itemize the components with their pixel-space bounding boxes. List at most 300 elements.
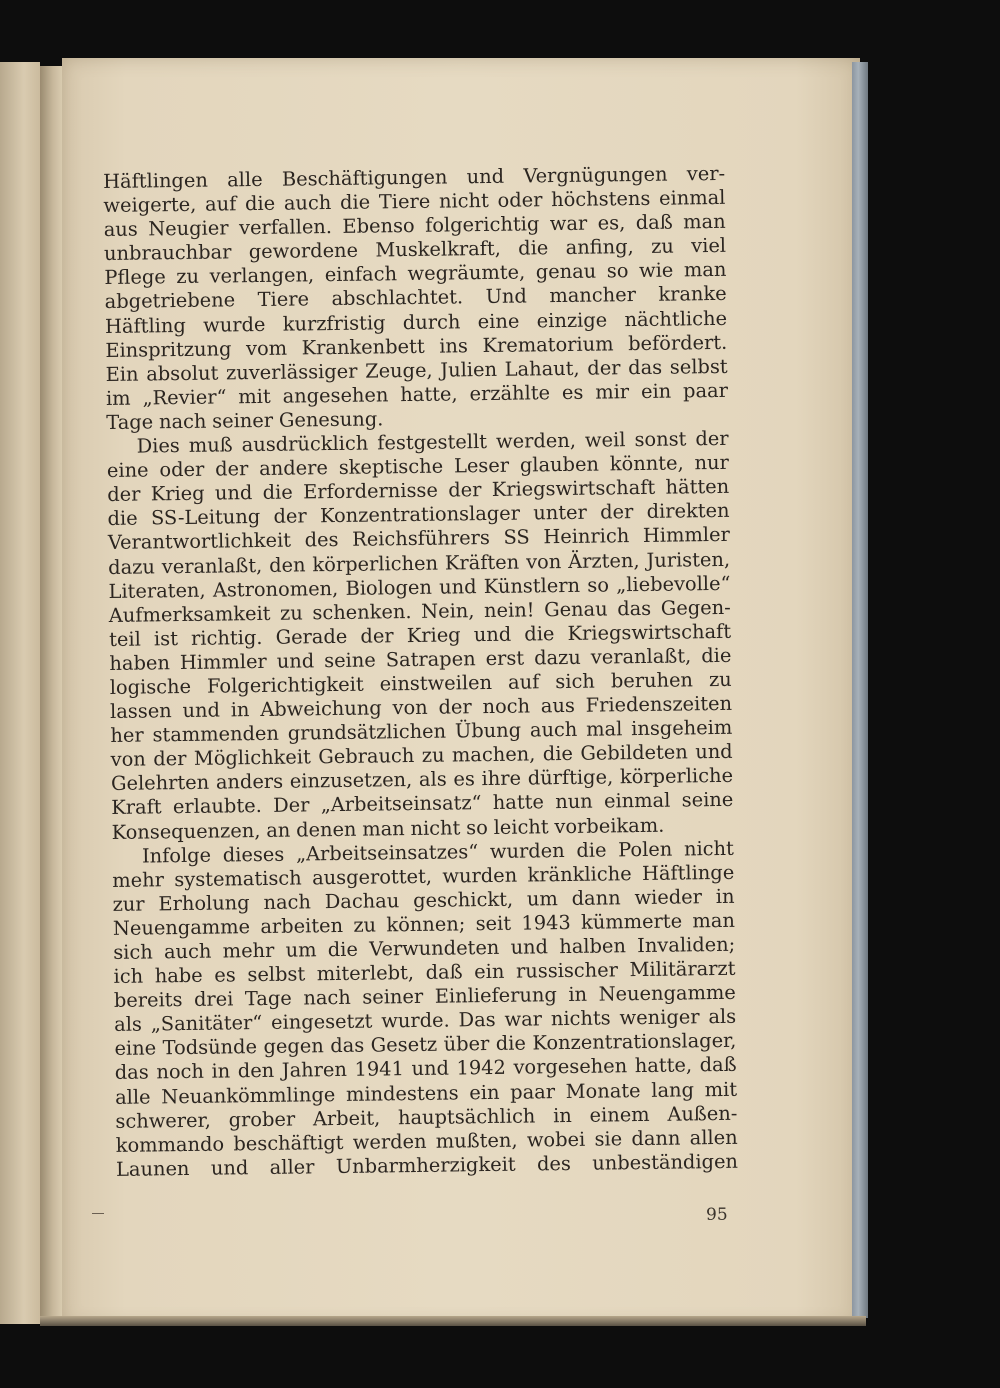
word: Reichsführers	[351, 526, 490, 552]
word: Krieg	[406, 623, 461, 647]
word: Häftling	[104, 313, 186, 338]
word: allen	[689, 1125, 738, 1150]
word: folgerichtig	[424, 212, 540, 237]
word: auch	[529, 717, 578, 742]
word: Aufmerksamkeit	[108, 601, 271, 627]
word: Satrapen	[385, 647, 476, 672]
word: „Sanitäter“	[150, 1011, 263, 1036]
word: Genesung.	[278, 407, 384, 432]
word: an	[266, 818, 291, 842]
word: Krematorium	[482, 331, 614, 357]
word: genau	[535, 259, 597, 284]
word: anders	[215, 770, 284, 794]
word: wurde.	[381, 1008, 450, 1033]
word: und	[276, 649, 315, 673]
word: teil	[108, 627, 141, 651]
word: unter	[533, 501, 587, 525]
word: Übung	[454, 718, 522, 743]
body-text	[103, 162, 738, 1182]
word: bereits	[113, 988, 183, 1013]
word: denen	[295, 817, 357, 842]
word: das	[628, 355, 663, 379]
word: um	[526, 886, 558, 911]
word: als	[418, 767, 447, 792]
word: man	[692, 908, 736, 933]
word: eingesetzt	[270, 1009, 373, 1035]
word: seine	[324, 648, 376, 673]
word: in	[230, 698, 250, 722]
word: erzählte	[469, 381, 551, 406]
word: Neuengamme	[598, 980, 736, 1006]
word: logische	[109, 674, 192, 699]
word: Leser	[453, 453, 510, 478]
word: Gebildeten	[580, 740, 688, 766]
word: einmal	[658, 185, 726, 210]
word: werden	[352, 1129, 427, 1154]
word: in	[211, 1059, 231, 1084]
word: einmal	[603, 789, 671, 813]
word: miterlebt,	[316, 961, 415, 986]
word: Astronomen,	[212, 576, 339, 602]
word: von	[392, 695, 428, 720]
word: 1942	[456, 1056, 507, 1080]
word: einzige	[536, 307, 608, 332]
word: ihre	[481, 766, 522, 791]
word: daß	[699, 1053, 737, 1077]
word: Konzentrationslager	[319, 501, 521, 528]
word: wieder	[634, 885, 703, 909]
word: der	[215, 457, 249, 481]
word: anfing,	[565, 235, 634, 260]
word: dazu	[108, 554, 156, 579]
left-page-edge	[0, 62, 40, 1324]
word: höchstens	[551, 186, 651, 212]
word: Gesetz	[370, 1033, 438, 1057]
word: kümmerte	[580, 909, 683, 934]
word: ist	[153, 626, 179, 651]
word: mit	[238, 384, 271, 409]
word: einem	[589, 1102, 650, 1127]
word: Tage	[244, 986, 292, 1011]
word: Ein	[105, 362, 139, 386]
word: nicht	[683, 836, 735, 861]
word: viel	[691, 234, 727, 258]
word: nächtliche	[624, 306, 728, 331]
word: war	[549, 211, 588, 236]
word: werden,	[495, 428, 577, 453]
word: „Arbeitseinsatz“	[320, 791, 482, 817]
word: der	[273, 504, 307, 529]
word: einzusetzen,	[289, 768, 413, 793]
word: die	[524, 621, 555, 646]
word: mancher	[549, 283, 637, 308]
word: wurden	[489, 838, 565, 863]
word: mir	[595, 379, 630, 404]
word: nach	[303, 986, 351, 1010]
word: Dachau	[324, 888, 400, 913]
word: der	[153, 747, 187, 771]
word: Todsünde	[162, 1035, 258, 1060]
word: der	[599, 500, 634, 524]
word: und	[411, 1057, 450, 1081]
word: Friedenszeiten	[585, 691, 733, 717]
word: und	[439, 574, 477, 599]
word: Kriegswirtschaft	[491, 476, 656, 502]
word: über	[443, 1032, 490, 1056]
word: Möglichkeit	[193, 745, 311, 771]
word: aller	[269, 1155, 315, 1179]
margin-mark	[92, 1213, 104, 1214]
page-stack-edge	[852, 62, 868, 1318]
word: abgetriebene	[104, 288, 236, 314]
word: nach	[263, 890, 312, 914]
word: muß	[188, 433, 233, 457]
word: erlaubte.	[172, 794, 262, 819]
word: ich	[113, 964, 144, 989]
word: Einspritzung	[105, 336, 232, 362]
word: Biologen	[345, 575, 433, 600]
word: skeptische	[338, 454, 444, 480]
word: Vergnügungen	[523, 162, 668, 188]
word: paar	[682, 378, 729, 403]
word: auch	[283, 191, 332, 215]
word: die	[518, 236, 549, 260]
word: können;	[386, 912, 466, 937]
word: körperlichen	[312, 551, 439, 576]
word: Ärzten,	[567, 548, 640, 573]
word: Heinrich	[543, 524, 630, 549]
word: der	[695, 426, 729, 451]
word: oder	[159, 457, 205, 482]
word: zu	[421, 743, 445, 768]
word: um	[285, 938, 317, 962]
word: drei	[193, 987, 234, 1012]
word: dürftige,	[527, 765, 614, 790]
word: der	[438, 695, 472, 719]
word: kränkliche	[527, 861, 632, 887]
word: vorbeikam.	[554, 813, 665, 838]
word: Folgerichtigkeit	[206, 672, 364, 698]
word: die	[701, 643, 732, 668]
word: Pflege	[104, 265, 166, 290]
word: ausdrücklich	[241, 431, 369, 457]
word: Launen	[115, 1156, 190, 1181]
word: lassen	[109, 699, 172, 724]
word: und	[466, 164, 505, 189]
word: selbst	[247, 962, 306, 987]
word: Himmler	[642, 523, 730, 548]
word: es,	[597, 211, 626, 235]
word: russischer	[515, 958, 619, 983]
word: hätten	[665, 475, 730, 499]
word: körperliche	[619, 764, 734, 789]
word: nur	[694, 450, 729, 475]
word: nun	[555, 790, 593, 814]
word: Einlieferung	[434, 983, 557, 1008]
word: als	[708, 1005, 737, 1029]
word: von	[525, 549, 562, 573]
word: man	[362, 816, 405, 841]
word: schenken.	[312, 599, 412, 624]
word: stammenden	[152, 721, 280, 747]
word: auf	[204, 192, 237, 216]
word: der	[107, 482, 141, 507]
word: Tiere	[378, 189, 431, 214]
word: Ebenso	[342, 214, 415, 239]
word: mehr	[222, 938, 275, 963]
word: die	[576, 838, 607, 862]
word: insgeheim	[631, 715, 733, 741]
word: haben	[109, 651, 171, 675]
word: beruhen	[610, 668, 694, 693]
word: geschickt,	[412, 887, 514, 912]
word: oder	[497, 188, 543, 212]
word: grundsätzlichen	[287, 719, 447, 745]
word: im	[105, 386, 131, 410]
word: und	[182, 698, 221, 723]
word: Das	[458, 1008, 496, 1032]
word: auch	[163, 939, 212, 964]
word: Infolge	[141, 843, 212, 868]
word: nichts	[550, 1006, 611, 1031]
word: wobei	[526, 1127, 586, 1152]
word: erst	[485, 646, 525, 670]
word: selbst	[669, 354, 728, 379]
word: gewordene	[248, 238, 359, 264]
word: SS	[503, 525, 530, 550]
word: richtig.	[190, 625, 263, 650]
word: es	[214, 963, 236, 987]
word: Gebrauch	[318, 744, 415, 769]
word: mit	[704, 1077, 738, 1101]
word: kurzfristig	[282, 310, 386, 336]
word: zur	[112, 892, 145, 916]
word: beschäftigt	[233, 1130, 344, 1156]
word: Der	[272, 793, 310, 818]
word: die	[244, 191, 276, 216]
word: auf	[507, 670, 540, 694]
word: „liebevolle“	[616, 571, 731, 596]
word: alle	[114, 1085, 151, 1109]
word: verfallen.	[238, 215, 333, 240]
word: ein	[640, 379, 672, 403]
word: den	[237, 1059, 275, 1083]
word: die	[262, 480, 293, 505]
word: aus	[540, 693, 575, 718]
word: 1941	[354, 1057, 405, 1082]
word: ins	[439, 333, 469, 358]
word: hauptsächlich	[397, 1104, 536, 1129]
word: und	[510, 935, 549, 959]
word: unbrauchbar	[103, 240, 232, 266]
word: Nein,	[421, 598, 475, 623]
word: Krankenbett	[301, 334, 425, 360]
word: Neuankömmlinge	[161, 1082, 336, 1108]
word: Verantwortlichkeit	[107, 528, 292, 555]
word: „Arbeitseinsatzes“	[295, 839, 479, 866]
word: so	[587, 573, 610, 597]
word: Krieg	[150, 481, 205, 506]
word: Zeuge,	[365, 358, 433, 383]
word: dann	[571, 886, 621, 910]
word: zu	[176, 265, 200, 289]
word: aus	[103, 217, 138, 242]
word: mehr	[112, 867, 165, 892]
word: zu	[279, 601, 303, 625]
word: Häftlingen	[103, 168, 209, 193]
word: glauben	[519, 452, 600, 477]
word: Konzentrationslager,	[532, 1029, 737, 1055]
word: schwerer,	[115, 1108, 212, 1133]
word: Kraft	[111, 795, 162, 820]
word: daß	[425, 960, 463, 984]
word: abschlachtet.	[331, 285, 464, 311]
word: und	[473, 622, 512, 646]
word: man	[683, 210, 726, 234]
word: befördert.	[627, 330, 728, 355]
word: weniger	[619, 1005, 700, 1030]
word: Kräften	[444, 550, 520, 575]
word: Außen-	[667, 1101, 738, 1126]
word: durch	[402, 309, 461, 334]
word: Neugier	[148, 216, 229, 241]
word: weil	[584, 428, 626, 452]
word: noch	[156, 1060, 205, 1084]
word: seiner	[362, 985, 424, 1009]
word: wurde	[202, 312, 266, 337]
word: systematisch	[174, 866, 302, 891]
word: hatte	[492, 790, 545, 815]
word: verlangen,	[209, 263, 315, 288]
word: eine	[114, 1036, 157, 1061]
page-bottom-edge	[40, 1316, 866, 1326]
page-number: 95	[706, 1205, 728, 1225]
word: ver-	[686, 161, 726, 186]
word: Jahren	[281, 1058, 348, 1083]
word: halben	[559, 934, 627, 959]
word: die	[107, 506, 138, 531]
word: vom	[245, 336, 288, 360]
word: die	[542, 742, 574, 766]
word: wegräumte,	[407, 260, 526, 286]
word: Neuengamme	[112, 915, 251, 940]
word: könnte,	[609, 451, 684, 476]
word: kranke	[658, 282, 727, 307]
word: Erfordernisse	[302, 478, 439, 504]
word: Monate	[565, 1078, 641, 1103]
word: alle	[227, 167, 263, 192]
word: Erholung	[158, 890, 250, 916]
word: es	[561, 380, 584, 404]
word: war	[504, 1007, 543, 1032]
word: sich	[113, 940, 153, 964]
word: des	[536, 1151, 572, 1176]
word: zuverlässiger	[225, 359, 358, 385]
word: Lahaut,	[504, 356, 580, 381]
word: veranlaßt,	[161, 553, 263, 578]
word: leicht	[493, 814, 549, 839]
word: angesehen	[282, 383, 389, 408]
word: kommando	[115, 1132, 225, 1157]
word: eine	[106, 458, 149, 483]
word: wurden	[442, 863, 518, 888]
word: dieses	[222, 842, 285, 867]
word: Militärarzt	[629, 956, 736, 982]
word: und	[210, 1156, 249, 1180]
word: dann	[631, 1126, 681, 1150]
word: her	[110, 723, 144, 748]
word: vorgesehen	[513, 1054, 628, 1080]
word: paar	[510, 1079, 556, 1104]
word: das	[617, 596, 652, 620]
word: die	[339, 190, 371, 214]
word: Künstlern	[483, 573, 581, 598]
word: dazu	[533, 645, 581, 670]
word: sonst	[634, 427, 687, 452]
word: Gelehrten	[110, 771, 210, 796]
word: so	[606, 259, 629, 283]
word: der	[587, 355, 621, 380]
word: des	[304, 528, 339, 552]
word: Tiere	[257, 287, 310, 312]
word: Verwundeten	[369, 935, 500, 961]
word: man	[683, 258, 727, 282]
word: Julien	[440, 357, 498, 382]
word: seit	[475, 911, 512, 936]
word: hatte,	[634, 1053, 693, 1078]
word: und	[214, 481, 253, 505]
word: seine	[681, 788, 734, 812]
word: machen,	[451, 742, 536, 767]
word: veranlaßt,	[590, 644, 692, 669]
word: festgestellt	[377, 430, 488, 455]
word: gegen	[263, 1034, 324, 1059]
word: Gerade	[275, 624, 348, 649]
word: Juristen,	[646, 547, 731, 572]
word: ein	[474, 959, 505, 984]
word: der	[360, 624, 394, 648]
word: mal	[586, 717, 623, 741]
word: als	[114, 1012, 143, 1037]
word: arbeiten	[260, 913, 344, 938]
word: Dies	[136, 434, 180, 458]
word: zu	[650, 234, 674, 259]
word: wie	[638, 258, 674, 283]
word: Arbeit,	[312, 1106, 381, 1130]
word: daß	[635, 210, 673, 235]
word: sie	[594, 1127, 623, 1151]
word: „Revier“	[142, 385, 227, 410]
word: das	[330, 1034, 365, 1058]
word: zu	[353, 913, 377, 937]
word: andere	[259, 456, 329, 481]
word: Muskelkraft,	[375, 237, 501, 262]
word: grober	[228, 1107, 296, 1132]
word: von	[110, 747, 146, 772]
word: es	[453, 767, 476, 791]
word: mindestens	[345, 1080, 459, 1106]
word: Literaten,	[108, 578, 206, 603]
word: Invaliden;	[637, 932, 736, 958]
word: habe	[154, 963, 203, 988]
word: das	[114, 1060, 149, 1085]
word: 1943	[521, 910, 571, 935]
word: die	[327, 937, 359, 962]
word: eine	[477, 309, 520, 333]
word: nach	[158, 409, 207, 434]
word: nicht	[438, 189, 489, 213]
word: Tage	[106, 410, 154, 434]
